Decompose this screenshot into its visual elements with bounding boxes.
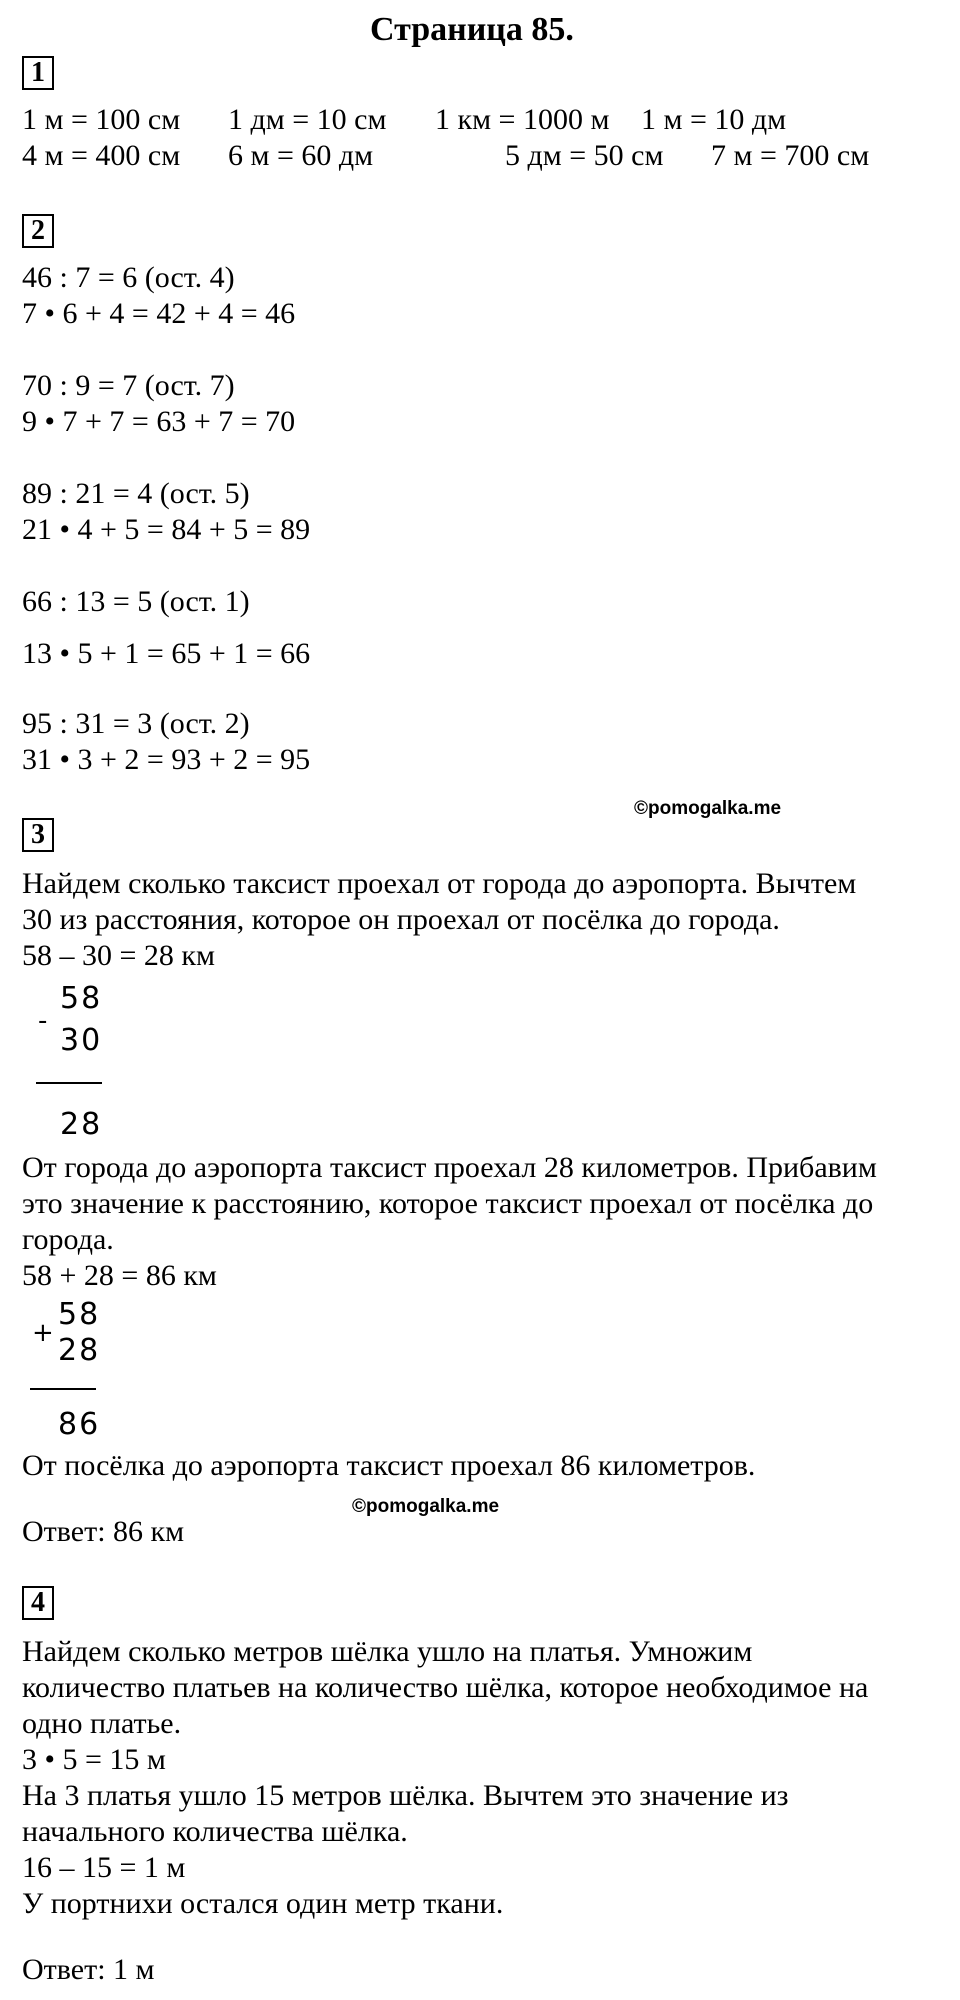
column-minus-sign: - xyxy=(38,1006,48,1036)
task-2-line: 9 • 7 + 7 = 63 + 7 = 70 xyxy=(22,405,296,438)
task-3-number: 3 xyxy=(22,818,54,852)
task-2-line: 95 : 31 = 3 (ост. 2) xyxy=(22,707,250,740)
task-3-equation: 58 – 30 = 28 км xyxy=(22,939,215,972)
task-3-paragraph: Найдем сколько таксист проехал от города до аэропорта. Вычтем xyxy=(22,867,857,900)
task-2-line: 46 : 7 = 6 (ост. 4) xyxy=(22,261,235,294)
task-2-number: 2 xyxy=(22,214,54,248)
column-rule xyxy=(30,1388,96,1390)
column-addend: 28 xyxy=(58,1333,101,1368)
task-4-equation: 3 • 5 = 15 м xyxy=(22,1743,166,1776)
task-1-row1-item: 1 дм = 10 см xyxy=(228,103,387,136)
task-4-paragraph: У портнихи остался один метр ткани. xyxy=(22,1887,504,1920)
column-result: 28 xyxy=(60,1107,103,1142)
task-1-number: 1 xyxy=(22,56,54,90)
task-4-paragraph: количество платьев на количество шёлка, которое необходимое на xyxy=(22,1671,869,1704)
task-2-line: 70 : 9 = 7 (ост. 7) xyxy=(22,369,235,402)
task-4-paragraph: На 3 платья ушло 15 метров шёлка. Вычтем это значение из xyxy=(22,1779,789,1812)
column-result: 86 xyxy=(58,1407,101,1442)
task-3-answer: Ответ: 86 км xyxy=(22,1515,185,1548)
watermark: ©pomogalka.me xyxy=(634,798,782,819)
task-4-paragraph: начального количества шёлка. xyxy=(22,1815,408,1848)
task-4-paragraph: Найдем сколько метров шёлка ушло на платья. Умножим xyxy=(22,1635,753,1668)
page-title: Страница 85. xyxy=(370,11,574,48)
task-1-row1-item: 1 м = 10 дм xyxy=(641,103,787,136)
task-1-row1-item: 1 м = 100 см xyxy=(22,103,181,136)
task-2-line: 13 • 5 + 1 = 65 + 1 = 66 xyxy=(22,637,311,670)
task-1-row1-item: 1 км = 1000 м xyxy=(435,103,610,136)
column-subtrahend: 30 xyxy=(60,1023,103,1058)
task-3-paragraph: 30 из расстояния, которое он проехал от посёлка до города. xyxy=(22,903,780,936)
column-plus-sign: + xyxy=(32,1318,54,1348)
task-2-line: 31 • 3 + 2 = 93 + 2 = 95 xyxy=(22,743,311,776)
task-2-line: 89 : 21 = 4 (ост. 5) xyxy=(22,477,250,510)
task-4-answer: Ответ: 1 м xyxy=(22,1953,155,1986)
task-3-equation: 58 + 28 = 86 км xyxy=(22,1259,217,1292)
task-1-row2-item: 6 м = 60 дм xyxy=(228,139,374,172)
task-4-paragraph: одно платье. xyxy=(22,1707,182,1740)
task-1-row2-item: 5 дм = 50 см xyxy=(505,139,664,172)
task-3-paragraph: города. xyxy=(22,1223,114,1256)
task-3-paragraph: От города до аэропорта таксист проехал 28 километров. Прибавим xyxy=(22,1151,877,1184)
task-2-line: 21 • 4 + 5 = 84 + 5 = 89 xyxy=(22,513,311,546)
task-2-line: 66 : 13 = 5 (ост. 1) xyxy=(22,585,250,618)
column-minuend: 58 xyxy=(60,981,103,1016)
task-2-line: 7 • 6 + 4 = 42 + 4 = 46 xyxy=(22,297,296,330)
column-rule xyxy=(36,1082,102,1084)
task-1-row2-item: 7 м = 700 см xyxy=(711,139,870,172)
watermark: ©pomogalka.me xyxy=(352,1496,500,1517)
task-3-paragraph: это значение к расстоянию, которое таксист проехал от посёлка до xyxy=(22,1187,874,1220)
task-3-paragraph: От посёлка до аэропорта таксист проехал 86 километров. xyxy=(22,1449,756,1482)
task-4-number: 4 xyxy=(22,1586,54,1620)
task-4-equation: 16 – 15 = 1 м xyxy=(22,1851,186,1884)
column-addend: 58 xyxy=(58,1297,101,1332)
task-1-row2-item: 4 м = 400 см xyxy=(22,139,181,172)
